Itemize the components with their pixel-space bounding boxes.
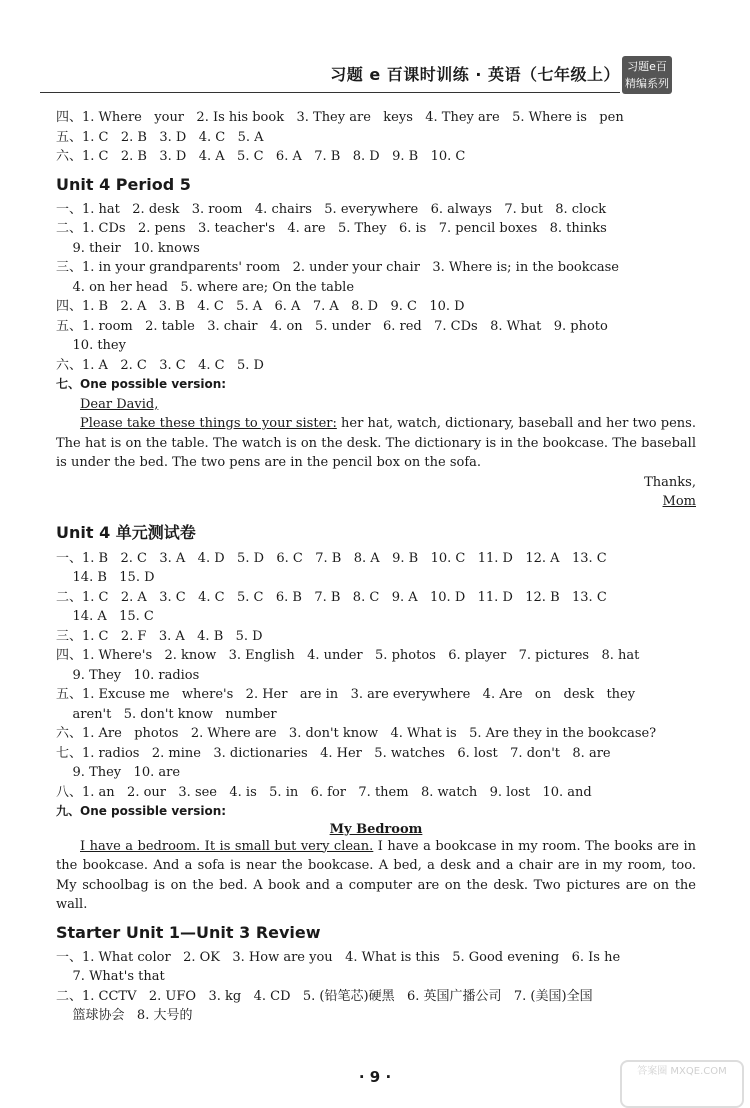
essay-underlined: I have a bedroom. It is small but very clean. bbox=[80, 838, 374, 854]
watermark-logo: 答案圈 MXQE.COM bbox=[620, 1060, 744, 1108]
letter-signature: Mom bbox=[662, 494, 696, 509]
letter-underlined: Please take these things to your sister: bbox=[80, 416, 337, 431]
section-heading: Unit 4 Period 5 bbox=[56, 174, 191, 194]
letter-greeting: Dear David, bbox=[80, 396, 159, 412]
answer-line: 七、1. radios 2. mine 3. dictionaries 4. Her 5. watches 6. lost 7. don't 8. are bbox=[56, 745, 611, 761]
answer-line: 四、1. Where your 2. Is his book 3. They are keys 4. They are 5. Where is pen bbox=[56, 110, 624, 125]
answer-line: 7. What's that bbox=[56, 969, 165, 984]
answer-line: 10. they bbox=[56, 338, 126, 353]
answer-line: 二、1. C 2. A 3. C 4. C 5. C 6. B 7. B 8. C 9. A 10. D 11. D 12. B 13. C bbox=[56, 589, 607, 605]
letter-closing: Thanks, bbox=[644, 474, 696, 490]
answer-line: 八、1. an 2. our 3. see 4. is 5. in 6. for 7. them 8. watch 9. lost 10. and bbox=[56, 784, 592, 800]
letter-body bbox=[56, 414, 696, 473]
section-heading: Starter Unit 1—Unit 3 Review bbox=[56, 922, 321, 942]
answer-line: 篮球协会 8. 大号的 bbox=[56, 1008, 193, 1023]
answer-line: 三、1. C 2. F 3. A 4. B 5. D bbox=[56, 628, 263, 644]
answer-line: 六、1. A 2. C 3. C 4. C 5. D bbox=[56, 357, 264, 373]
series-badge bbox=[622, 56, 672, 94]
answer-line: aren't 5. don't know number bbox=[56, 706, 277, 722]
answer-line: 三、1. in your grandparents' room 2. under your chair 3. Where is; in the bookcase bbox=[56, 260, 619, 275]
answer-line: 9. They 10. radios bbox=[56, 667, 200, 683]
answer-line: 四、1. Where's 2. know 3. English 4. under 5. photos 6. player 7. pictures 8. hat bbox=[56, 648, 640, 663]
letter-rest: her hat, watch, dictionary, baseball and her two pens. The hat is on the table. The watch is on the desk. The dictionary is in the bookcase. The baseball is under the bed. The two pens are in the pencil box on the sofa. bbox=[56, 416, 696, 470]
section-heading: Unit 4 单元测试卷 bbox=[56, 522, 196, 542]
answer-line: 五、1. Excuse me where's 2. Her are in 3. are everywhere 4. Are on desk they bbox=[56, 687, 636, 702]
writing-label: 七、One possible version: bbox=[56, 377, 227, 391]
page-number: · 9 · bbox=[358, 1068, 392, 1086]
answer-line: 一、1. B 2. C 3. A 4. D 5. D 6. C 7. B 8. A 9. B 10. C 11. D 12. A 13. C bbox=[56, 550, 607, 566]
answer-line: 二、1. CDs 2. pens 3. teacher's 4. are 5. They 6. is 7. pencil boxes 8. thinks bbox=[56, 221, 607, 236]
answer-line: 4. on her head 5. where are; On the table bbox=[56, 279, 355, 295]
essay-title: My Bedroom bbox=[329, 821, 423, 837]
answer-line: 9. their 10. knows bbox=[56, 240, 200, 256]
page-header-title: 习题 e 百课时训练 · 英语（七年级上） bbox=[330, 65, 620, 84]
answer-line: 六、1. C 2. B 3. D 4. A 5. C 6. A 7. B 8. D 9. B 10. C bbox=[56, 149, 466, 164]
essay-rest: I have a bookcase in my room. The books are in the bookcase. And a sofa is near the bookcase. A bed, a desk and a chair are in my room, too. My schoolbag is on the bed. A book and a computer are on the desk. Two pictures are on the wall. bbox=[56, 838, 697, 912]
answer-line: 五、1. room 2. table 3. chair 4. on 5. under 6. red 7. CDs 8. What 9. photo bbox=[56, 318, 608, 334]
badge-line-1: 习题e百 bbox=[627, 60, 667, 73]
header-rule bbox=[40, 92, 620, 93]
answer-line: 二、1. CCTV 2. UFO 3. kg 4. CD 5. (铅笔芯)硬黑 6. 英国广播公司 7. (美国)全国 bbox=[56, 988, 593, 1004]
answer-line: 9. They 10. are bbox=[56, 765, 181, 780]
answer-content bbox=[56, 108, 696, 1026]
answer-line: 四、1. B 2. A 3. B 4. C 5. A 6. A 7. A 8. D 9. C 10. D bbox=[56, 299, 465, 314]
writing-label: 九、One possible version: bbox=[56, 804, 227, 818]
badge-line-2: 精编系列 bbox=[625, 77, 669, 90]
answer-line: 14. A 15. C bbox=[56, 609, 154, 624]
answer-line: 五、1. C 2. B 3. D 4. C 5. A bbox=[56, 129, 264, 145]
answer-line: 14. B 15. D bbox=[56, 570, 155, 585]
answer-line: 六、1. Are photos 2. Where are 3. don't know 4. What is 5. Are they in the bookcase? bbox=[56, 726, 657, 741]
answer-line: 一、1. hat 2. desk 3. room 4. chairs 5. everywhere 6. always 7. but 8. clock bbox=[56, 201, 607, 217]
essay-body bbox=[56, 837, 696, 915]
answer-line: 一、1. What color 2. OK 3. How are you 4. What is this 5. Good evening 6. Is he bbox=[56, 949, 621, 965]
